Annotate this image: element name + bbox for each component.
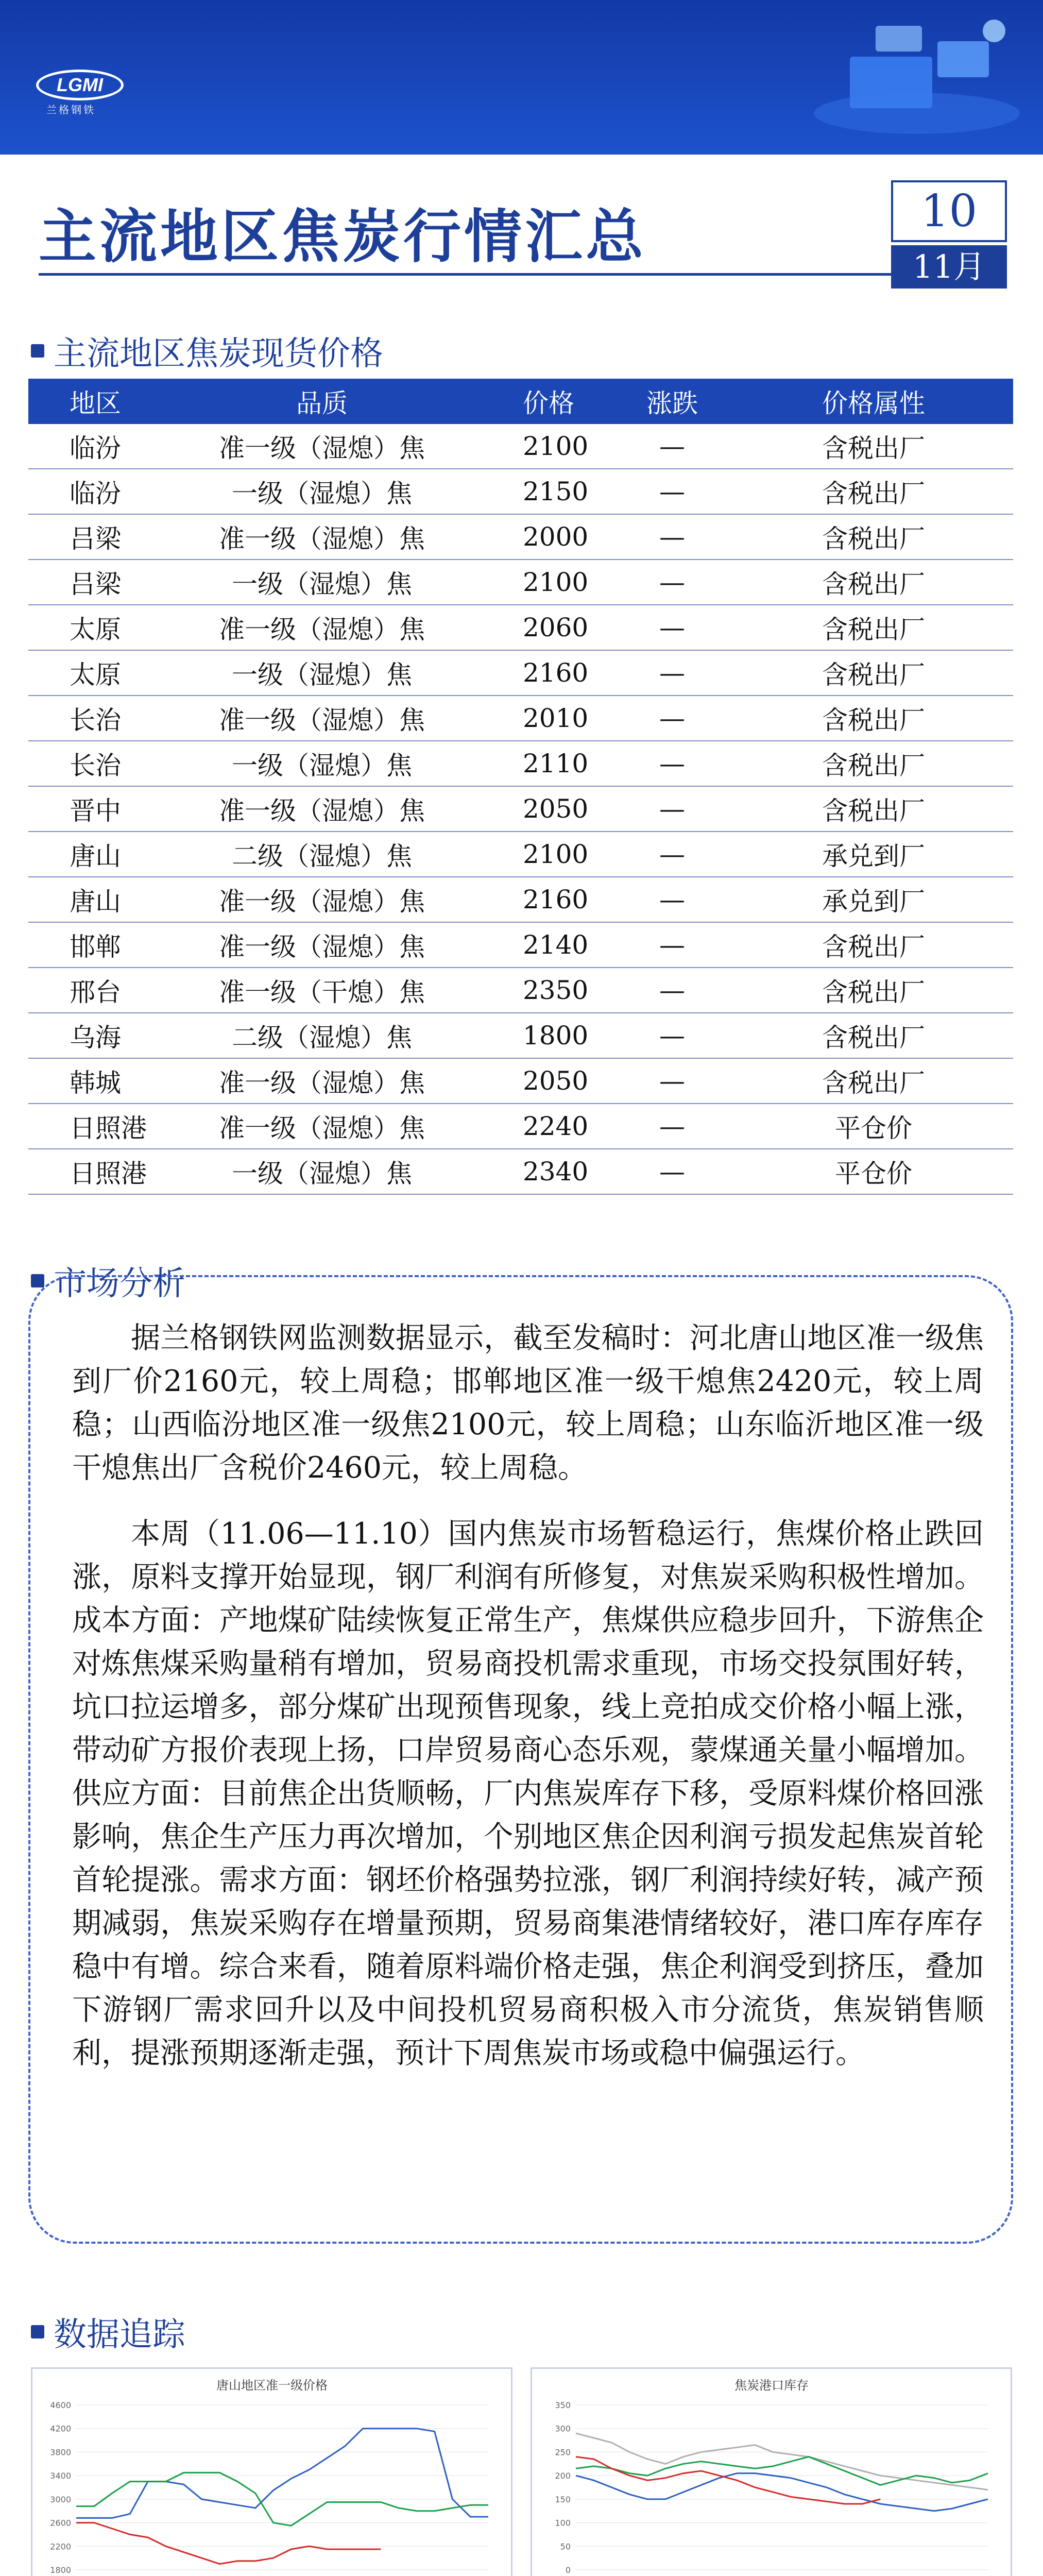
cell-price: 2050 [523,1066,589,1096]
section-marker-icon [31,1274,44,1287]
cell-region: 日照港 [70,1159,147,1189]
table-row [28,1013,1013,1059]
cell-quality: 一级（湿熄）焦 [232,479,412,509]
series-line [76,2523,381,2564]
chart-port-inventory [531,2367,1012,2576]
cell-attribute: 含税出厂 [822,705,925,735]
cell-quality: 一级（湿熄）焦 [232,1159,412,1189]
table-row [28,968,1013,1013]
table-row [28,1104,1013,1149]
cell-price: 2160 [523,658,589,688]
cell-change: — [659,1157,685,1187]
cell-attribute: 承兑到厂 [822,887,925,917]
chart-title: 唐山地区准一级价格 [216,2378,328,2393]
cell-price: 2000 [523,522,589,552]
date-badge [891,180,1007,291]
cell-quality: 准一级（湿熄）焦 [219,433,425,463]
cell-region: 邯郸 [70,932,121,962]
cell-region: 吕梁 [70,524,121,554]
col-header-change: 涨跌 [646,388,698,418]
cell-price: 2110 [523,749,589,778]
table-row [28,424,1013,469]
table-row [28,1059,1013,1104]
y-tick-label: 300 [555,2424,571,2434]
cell-price: 2240 [523,1111,589,1141]
cell-price: 2010 [523,703,589,733]
cell-change: — [659,658,685,688]
cell-region: 长治 [70,705,121,735]
cell-change: — [659,794,685,824]
y-tick-label: 4600 [50,2400,71,2410]
cell-region: 太原 [70,660,121,690]
analysis-paragraph-1: 据兰格钢铁网监测数据显示，截至发稿时：河北唐山地区准一级焦到厂价2160元，较上周稳；邯郸地区准一级干熄焦2420元，较上周稳；山西临汾地区准一级焦2100元，较上周稳；山东临沂地区准一级干熄焦出厂含税价2460元，较上周稳。 [72,1321,984,1485]
cell-region: 临汾 [70,433,121,463]
y-tick-label: 1800 [50,2565,71,2575]
series-line [576,2457,988,2485]
cell-attribute: 含税出厂 [822,569,925,599]
cell-quality: 准一级（湿熄）焦 [219,887,425,917]
cell-price: 2350 [523,975,589,1005]
y-tick-label: 150 [555,2494,571,2504]
cell-attribute: 含税出厂 [822,932,925,962]
cell-change: — [659,1021,685,1050]
cell-region: 日照港 [70,1113,147,1143]
cell-region: 唐山 [70,887,121,917]
cell-price: 2100 [523,839,589,869]
y-tick-label: 250 [555,2447,571,2458]
table-row [28,560,1013,605]
date-month: 11月 [891,245,1007,289]
col-header-price: 价格 [523,388,574,418]
cell-region: 乌海 [70,1023,121,1053]
cell-quality: 一级（湿熄）焦 [232,751,412,781]
cell-region: 长治 [70,751,121,781]
cell-quality: 准一级（湿熄）焦 [219,524,425,554]
cell-price: 2340 [523,1157,589,1187]
cell-price: 2140 [523,930,589,960]
table-row [28,469,1013,515]
table-row [28,832,1013,877]
cell-change: — [659,522,685,552]
cell-attribute: 含税出厂 [822,660,925,690]
y-tick-label: 2600 [50,2518,71,2528]
cell-price: 2100 [523,431,589,461]
table-row [28,605,1013,651]
table-body [28,424,1013,1195]
cell-change: — [659,930,685,960]
cell-attribute: 含税出厂 [822,615,925,645]
cell-price: 2150 [523,477,589,506]
cell-region: 韩城 [70,1068,121,1098]
cell-change: — [659,703,685,733]
cell-change: — [659,839,685,869]
table-row [28,877,1013,923]
cell-region: 唐山 [70,841,121,871]
chart-port-svg [532,2369,1011,2576]
cell-change: — [659,477,685,506]
cell-price: 2060 [523,613,589,642]
cell-quality: 准一级（干熄）焦 [219,977,425,1007]
cell-attribute: 含税出厂 [822,796,925,826]
table-row [28,515,1013,560]
table-row [28,923,1013,968]
y-tick-label: 3800 [50,2447,71,2458]
chart-tangshan-svg [32,2369,511,2576]
analysis-paragraph-2: 本周（11.06—11.10）国内焦炭市场暂稳运行，焦煤价格止跌回涨，原料支撑开始显现，钢厂利润有所修复，对焦炭采购积极性增加。成本方面：产地煤矿陆续恢复正常生产，焦煤供应稳步回升，下游焦企对炼焦煤采购量稍有增加，贸易商投机需求重现，市场交投氛围好转，坑口拉运增多，部分煤矿出现预售现象，线上竞拍成交价格小幅上涨，带动矿方报价表现上扬，口岸贸易商心态乐观，蒙煤通关量小幅增加。供应方面：目前焦企出货顺畅，厂内焦炭库存下移，受原料煤价格回涨影响，焦企生产压力再次增加，个别地区焦企因利润亏损发起焦炭首轮首轮提涨。需求方面：钢坯价格强势拉涨，钢厂利润持续好转，减产预期减弱，焦炭采购存在增量预期，贸易商集港情绪较好，港口库存库存稳中有增。综合来看，随着原料端价格走强，焦企利润受到挤压，叠加下游钢厂需求回升以及中间投机贸易商积极入市分流货，焦炭销售顺利，提涨预期逐渐走强，预计下周焦炭市场或稳中偏强运行。 [72,1517,984,2070]
cell-attribute: 含税出厂 [822,751,925,781]
cell-price: 2050 [523,794,589,824]
tracking-section-heading [31,2308,185,2355]
cell-change: — [659,567,685,597]
logo-mark: LGMI [36,70,124,100]
cell-quality: 二级（湿熄）焦 [232,1023,412,1053]
series-line [576,2433,988,2490]
cell-attribute: 含税出厂 [822,1068,925,1098]
cell-region: 太原 [70,615,121,645]
date-day: 10 [891,180,1007,242]
cell-price: 2160 [523,885,589,914]
cell-attribute: 含税出厂 [822,1023,925,1053]
cell-region: 晋中 [70,796,121,826]
section-marker-icon [31,344,44,358]
cell-attribute: 平仓价 [835,1113,912,1143]
tracking-section-title: 数据追踪 [54,2316,185,2354]
y-tick-label: 3000 [50,2494,71,2504]
y-tick-label: 3400 [50,2471,71,2481]
cell-region: 临汾 [70,479,121,509]
price-section-heading [31,327,383,375]
y-tick-label: 200 [555,2471,571,2481]
brand-logo [36,70,124,116]
table-row [28,696,1013,741]
col-header-quality: 品质 [296,388,348,418]
col-header-attribute: 价格属性 [822,388,925,418]
cell-quality: 准一级（湿熄）焦 [219,932,425,962]
y-tick-label: 350 [555,2400,571,2410]
cell-quality: 准一级（湿熄）焦 [219,796,425,826]
cell-region: 邢台 [70,977,121,1007]
cell-change: — [659,885,685,914]
cell-attribute: 含税出厂 [822,524,925,554]
table-row [28,787,1013,832]
cell-attribute: 承兑到厂 [822,841,925,871]
cell-quality: 一级（湿熄）焦 [232,569,412,599]
price-section-title: 主流地区焦炭现货价格 [54,335,383,373]
chart-tangshan-price [31,2367,512,2576]
cell-price: 1800 [523,1021,589,1050]
y-tick-label: 0 [565,2565,571,2575]
table-row [28,651,1013,696]
cell-quality: 二级（湿熄）焦 [232,841,412,871]
cell-change: — [659,1111,685,1141]
table-row [28,1149,1013,1195]
cell-change: — [659,975,685,1005]
series-line [576,2473,988,2511]
cell-quality: 准一级（湿熄）焦 [219,615,425,645]
y-tick-label: 4200 [50,2424,71,2434]
page-title: 主流地区焦炭行情汇总 [39,203,646,270]
cell-quality: 一级（湿熄）焦 [232,660,412,690]
cell-attribute: 含税出厂 [822,977,925,1007]
cell-attribute: 平仓价 [835,1159,912,1189]
y-tick-label: 2200 [50,2541,71,2552]
analysis-section-title: 市场分析 [54,1265,185,1303]
title-underline [39,273,1007,276]
chart-title: 焦炭港口库存 [734,2378,809,2393]
cell-change: — [659,431,685,461]
cell-quality: 准一级（湿熄）焦 [219,1113,425,1143]
logo-subtitle: 兰格钢铁 [46,104,96,116]
tech-illustration [773,10,1030,144]
cell-region: 吕梁 [70,569,121,599]
table-row [28,741,1013,787]
cell-quality: 准一级（湿熄）焦 [219,1068,425,1098]
cell-change: — [659,613,685,642]
cell-change: — [659,1066,685,1096]
col-header-region: 地区 [70,388,121,418]
price-table [28,379,1013,1195]
y-tick-label: 100 [555,2518,571,2528]
section-marker-icon [31,2325,44,2338]
cell-change: — [659,749,685,778]
cell-price: 2100 [523,567,589,597]
cell-quality: 准一级（湿熄）焦 [219,705,425,735]
cell-attribute: 含税出厂 [822,479,925,509]
series-line [76,2429,488,2518]
table-header [28,379,1013,424]
cell-attribute: 含税出厂 [822,433,925,463]
y-tick-label: 50 [560,2541,571,2552]
